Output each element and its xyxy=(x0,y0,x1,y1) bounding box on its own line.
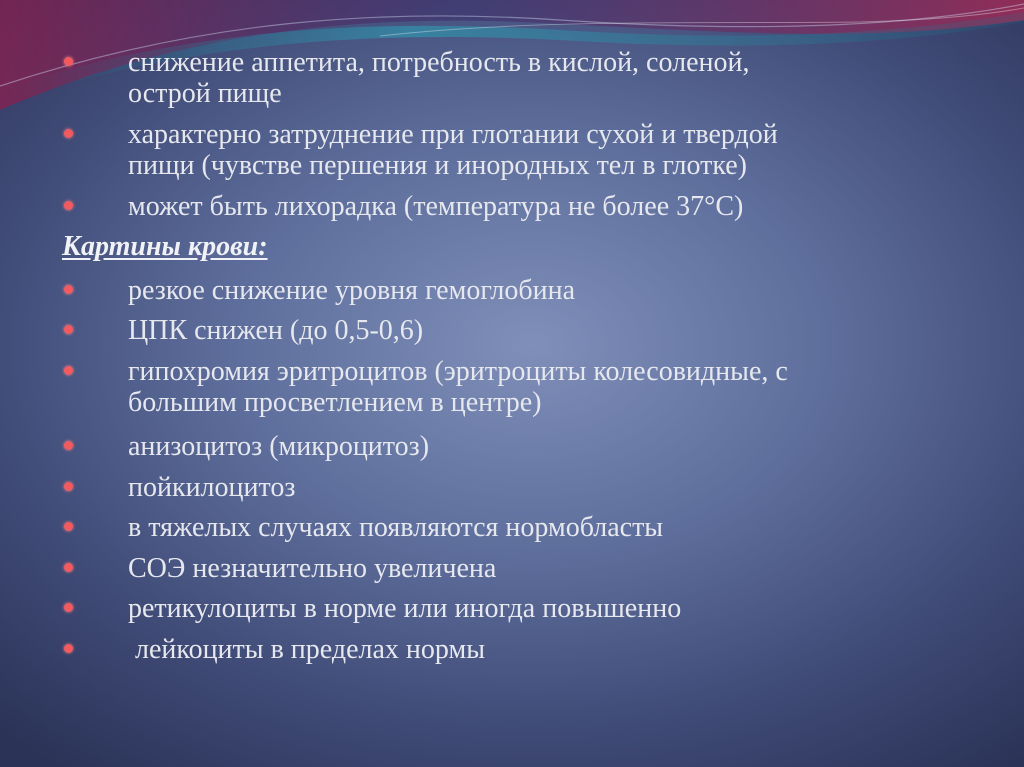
bullet-icon xyxy=(64,201,73,210)
bullet-icon xyxy=(64,644,73,653)
symptom-item: может быть лихорадка (температура не более 37°С) xyxy=(128,191,744,222)
symptom-item: характерно затруднение при глотании сухой и твердой пищи (чувстве першения и инородных тел в глотке) xyxy=(128,119,778,181)
blood-finding-item: гипохромия эритроцитов (эритроциты колесовидные, с большим просветлением в центре) xyxy=(128,356,788,418)
bullet-icon xyxy=(64,366,73,375)
blood-finding-item: в тяжелых случаях появляются нормобласты xyxy=(128,512,664,543)
bullet-icon xyxy=(64,129,73,138)
bullet-icon xyxy=(64,522,73,531)
bullet-icon xyxy=(64,482,73,491)
blood-finding-item: пойкилоцитоз xyxy=(128,472,296,503)
blood-finding-item: лейкоциты в пределах нормы xyxy=(128,634,486,665)
symptom-item: снижение аппетита, потребность в кислой, соленой, острой пище xyxy=(128,47,750,109)
blood-finding-item: ЦПК снижен (до 0,5-0,6) xyxy=(128,315,424,346)
bullet-icon xyxy=(64,441,73,450)
blood-finding-item: анизоцитоз (микроцитоз) xyxy=(128,431,430,462)
blood-finding-item: ретикулоциты в норме или иногда повышенно xyxy=(128,593,682,624)
blood-finding-item: СОЭ незначительно увеличена xyxy=(128,553,497,584)
bullet-icon xyxy=(64,57,73,66)
bullet-icon xyxy=(64,603,73,612)
blood-finding-item: резкое снижение уровня гемоглобина xyxy=(128,275,576,306)
bullet-icon xyxy=(64,563,73,572)
section-heading: Картины крови: xyxy=(62,231,268,262)
bullet-icon xyxy=(64,325,73,334)
bullet-icon xyxy=(64,285,73,294)
